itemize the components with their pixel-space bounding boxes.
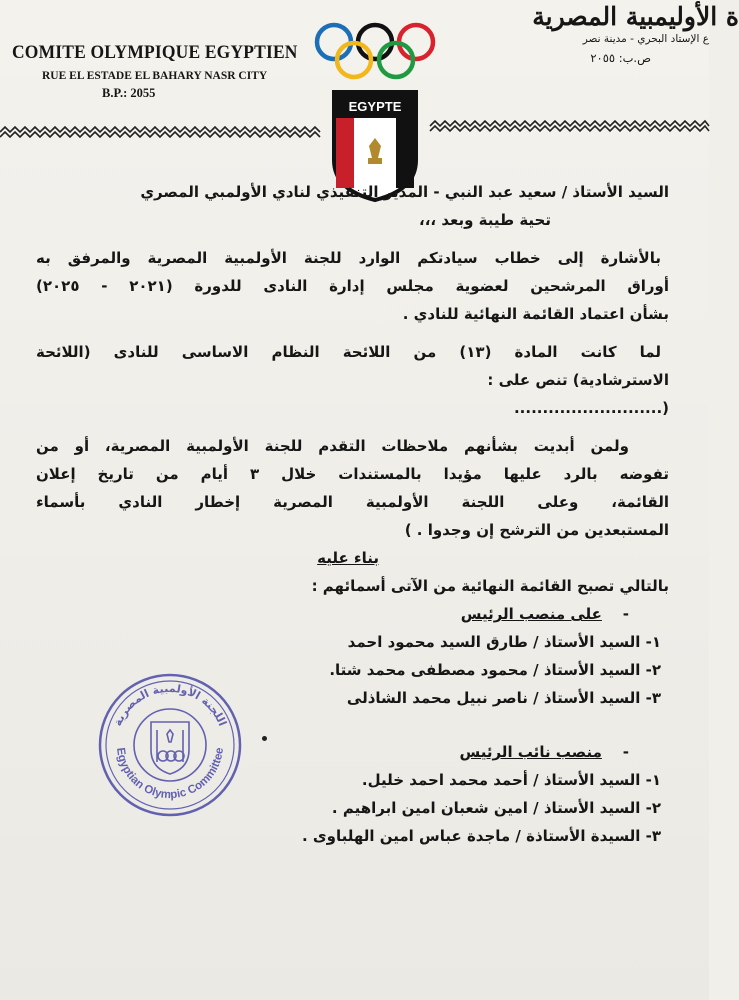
po-box-arabic: ص.ب: ٢٠٥٥	[590, 51, 651, 65]
paragraph-3-line: ولمن أبديت بشأنهم ملاحظات التقدم للجنة الأولمبية المصرية، أو من	[36, 437, 629, 455]
stamp-text-english: Egyptian Olympic Committee	[113, 746, 226, 802]
address-arabic: ع الإستاد البحري - مدينة نصر	[582, 33, 709, 45]
ink-dot	[262, 736, 267, 741]
paragraph-3-line: تفوضه بالرد عليها مؤيدا بالمستندات خلال ٣ أيام من تاريخ إعلان	[36, 465, 670, 483]
president-candidate: ٢- السيد الأستاذ / محمود مصطفى محمد شتا.	[329, 661, 661, 679]
vice-candidate: ١- السيد الأستاذ / أحمد محمد احمد خليل.	[361, 771, 661, 789]
letterhead-arabic	[479, 2, 739, 65]
po-box-french: B.P.: 2055	[102, 86, 156, 100]
president-heading-row	[36, 600, 669, 628]
org-name-french: COMITE OLYMPIQUE EGYPTIEN	[12, 42, 298, 63]
stamp-text-arabic: اللجنة الأولمبية المصرية	[110, 681, 230, 728]
president-candidate: ٣- السيد الأستاذ / ناصر نبيل محمد الشاذلى	[346, 689, 661, 707]
bina-heading: بناء عليه	[317, 549, 379, 567]
decorative-zigzag-left	[0, 126, 320, 138]
paragraph-2-line: (..........................	[513, 399, 669, 417]
president-heading: على منصب الرئيس	[460, 605, 602, 623]
addressee-line: السيد الأستاذ / سعيد عبد النبي - المدير التنفيذي لنادي الأولمبي المصري	[140, 183, 669, 201]
paragraph-3-line: المستبعدين من الترشح إن وجدوا . )	[404, 521, 669, 539]
letterhead-french	[12, 42, 298, 101]
paragraph-1-line: بالأشارة إلى خطاب سيادتكم الوارد للجنة الأولمبية المصرية والمرفق به	[36, 249, 661, 267]
decorative-zigzag-right	[430, 120, 709, 132]
vice-candidate: ٢- السيد الأستاذ / امين شعبان امين ابراهيم .	[331, 799, 661, 817]
final-list-intro: بالتالي تصبح القائمة النهائية من الآتى أسمائهم :	[311, 577, 669, 595]
paragraph-2-line: الاسترشادية) تنص على :	[487, 371, 669, 389]
paragraph-1-line: أوراق المرشحين لعضوية مجلس إدارة النادى للدورة (٢٠٢١ - ٢٠٢٥)	[36, 277, 669, 295]
paragraph-3-line: القائمة، وعلى اللجنة الأولمبية المصرية إخطار النادي بأسماء	[36, 493, 669, 511]
vice-president-heading: منصب نائب الرئيس	[459, 743, 602, 761]
vice-candidate: ٣- السيدة الأستاذة / ماجدة عباس امين الهلباوى .	[301, 827, 661, 845]
olympic-rings-icon	[312, 20, 442, 82]
bullet: -	[622, 605, 629, 623]
official-stamp	[95, 670, 245, 820]
paragraph-2-line: لما كانت المادة (١٣) من اللائحة النظام الاساسى للنادى (اللائحة	[36, 343, 661, 361]
address-french: RUE EL ESTADE EL BAHARY NASR CITY	[42, 70, 268, 82]
president-candidate: ١- السيد الأستاذ / طارق السيد محمود احمد	[347, 633, 661, 651]
paragraph-1-line: بشأن اعتماد القائمة النهائية للنادي .	[402, 305, 669, 323]
org-name-arabic: ة الأوليمبية المصرية	[532, 2, 739, 31]
bullet: -	[622, 743, 629, 761]
greeting-line: تحية طيبة وبعد ،،،	[419, 211, 551, 229]
shield-label: EGYPTE	[348, 99, 402, 114]
